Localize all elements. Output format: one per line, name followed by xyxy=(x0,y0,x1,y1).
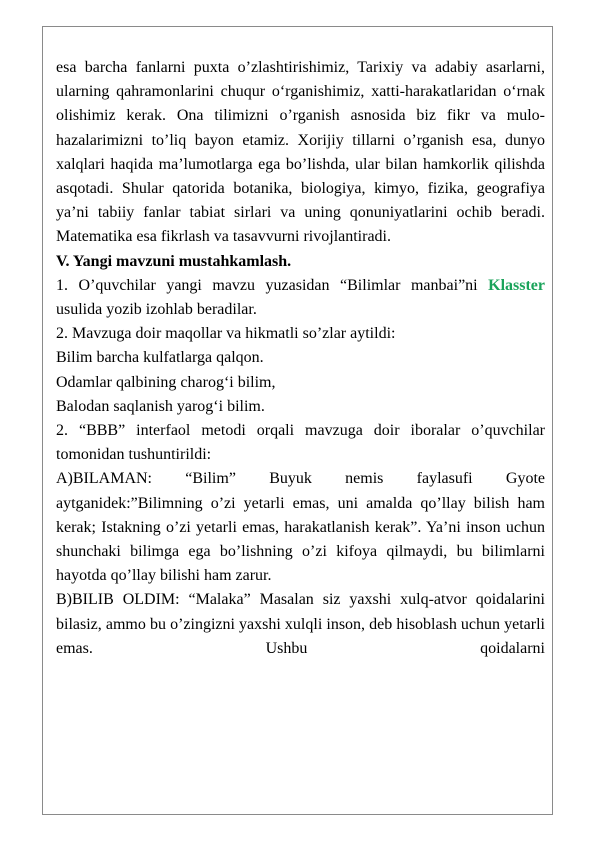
task-item-2: 2. Mavzuga doir maqollar va hikmatli so’zlar aytildi: xyxy=(56,325,396,343)
proverb-line-2: Odamlar qalbining charog‘i bilim, xyxy=(56,373,276,391)
bilib-oldim-paragraph: B)BILIB OLDIM: “Malaka” Masalan siz yaxshi xulq-atvor qoidalarini bilasiz, ammo bu o’zingizni yaxshi xulqli inson, deb hisoblash uchun yetarli emas. Ushbu qoidalarni xyxy=(56,591,545,657)
intro-paragraph: esa barcha fanlarni puxta o’zlashtirishimiz, Tarixiy va adabiy asarlarni, ularning qahramonlarini chuqur o‘rganishimiz, xatti-harakatlaridan o‘rnak olishimiz kerak. Ona tilimizni o’rganish asnosida biz fikr va mulo-hazalarimizni to’liq bayon etamiz. Xorijiy tillarni o’rganish esa, dunyo xalqlari haqida ma’lumotlarga ega bo’lishda, ular bilan hamkorlik qilishda asqotadi. Shular qatorida botanika, biologiya, kimyo, fizika, geografiya ya’ni tabiiy fanlar tabiat sirlari va uning qonuniyatlarini ochib beradi. Matematika esa fikrlash va tasavvurni rivojlantiradi. xyxy=(56,59,545,246)
task-item-1-text: 1. O’quvchilar yangi mavzu yuzasidan “Bilimlar manbai”ni xyxy=(56,276,489,294)
task-item-3: 2. “BBB” interfaol metodi orqali mavzuga doir iboralar o’quvchilar tomonidan tushuntirildi: xyxy=(56,422,545,464)
bilaman-paragraph: A)BILAMAN: “Bilim” Buyuk nemis faylasufi Gyote aytganidek:”Bilimning o’zi yetarli emas, uni amalda qo’llay bilish ham kerak; Istakning o’zi yetarli emas, harakatlanish kerak”. Ya’ni inson uchun shunchaki bilimga ega bo’lishning o’zi kifoya qilmaydi, bu bilimlarni hayotda qo’llay bilishi ham zarur. xyxy=(56,470,545,585)
task-item-1-tail: usulida yozib izohlab beradilar. xyxy=(56,301,257,319)
task-item-1 xyxy=(56,274,545,322)
proverb-line-1: Bilim barcha kulfatlarga qalqon. xyxy=(56,349,264,367)
document-body xyxy=(56,56,545,661)
klasster-highlight: Klasster xyxy=(488,276,545,294)
proverb-line-3: Balodan saqlanish yarog‘i bilim. xyxy=(56,397,265,415)
section-heading: V. Yangi mavzuni mustahkamlash. xyxy=(56,252,292,270)
